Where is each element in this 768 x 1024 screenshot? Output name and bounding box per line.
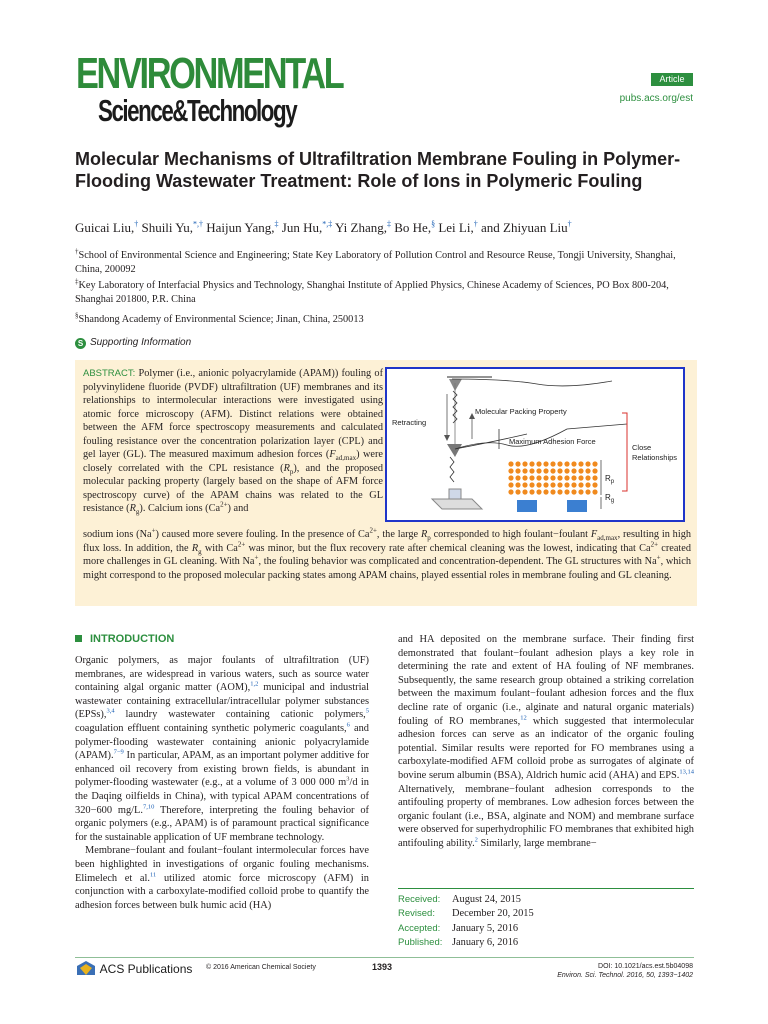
logo-line-1: ENVIRONMENTAL [76,49,343,98]
history-row: Received: August 24, 2015 [398,894,521,905]
abstract-label: ABSTRACT: [83,368,136,379]
body-column-left [75,654,369,912]
author[interactable]: Lei Li,† [438,219,478,235]
abstract-text-continued: sodium ions (Na+) caused more severe fouling. In the presence of $Ca^{2+}$, the large $R_p$ corresponded to high foulant−foulant $F_{ad,max}$, resulting in high flux loss. In addition, the $R_g$ with $Ca^{2+}$ was minor, but the flux recovery rate after chemical cleaning was the lowest, indicating that $Ca^{2+}$ created more challenges in GL cleaning. With Na+, the fouling behavior was complicated and concentration-dependent. The GL structures with Na+, which might correspond to the proposed molecular packing states among APAM chains, played essential roles in membrane fouling and GL cleaning. [83,526,692,581]
history-divider [398,888,694,889]
author[interactable]: Bo He,§ [394,219,436,235]
copyright-text: © 2016 American Chemical Society [206,964,316,971]
author[interactable]: Shuili Yu,*,† [141,219,203,235]
close-relationships-label-2: Relationships [632,453,678,462]
paragraph: Organic polymers, as major foulants of ultrafiltration (UF) membranes, are widespread in various waters, such as source water containing algal organic matter (AOM),$^{1,2}$ municipal and industrial wastewater containing extracellular/intracellular polymer substances (EPSs),$^{3,4}$ laundry wastewater containing cationic polymers,$^5$ coagulation effluent containing synthetic polymeric coagulants,$^6$ and polymer-flooding wastewater containing anionic polyacrylamide (APAM).$^{7-9}$ In particular, APAM, as an important polymer additive for enhanced oil recovery from existing brown fields, is abundant in polymer-flooding wastewater (e.g., at a volume of 3 000 000 $m^3/d$ in the Daqing oilfields in China), with typical APAM concentrations of 320−600 mg/L.$^{7,10}$ Therefore, interpreting the fouling behavior of organic polymers (e.g., APAM) is of paramount practical significance for the sustainable application of UF membrane technology. [75,655,370,843]
toc-graphic [385,367,685,522]
paragraph: and HA deposited on the membrane surface. Their finding first demonstrated that foulant−foulant adhesion plays a key role in determining the rate and extent of HA fouling of NF membranes. Subsequently, the same research group obtained a striking correlation between the maximum foulant−foulant adhesion forces and the flux decline rate of organic (i.e., alginate and natural organic materials) fouling of RO membranes,$^{12}$ which suggested that intermolecular adhesion forces can serve as an indicator of the organic fouling potential. Similar results were reported for FO membranes using a carboxylate-modified AFM colloid probe as surrogates of alginate of bovine serum albumin (BSA), Aldrich humic acid (AHA) and EPS.$^{13,14}$ Alternatively, membrane−foulant adhesion corresponds to the antifouling property of membranes. Low adhesion forces between the organic foulant (i.e., BSA, alginate and NOM) and membrane surface were observed for superhydrophilic FO membranes that exhibited high antifouling ability.$^2$ Similarly, large membrane− [398,634,694,849]
author[interactable]: Yi Zhang,‡ [335,219,391,235]
supporting-info-icon: S [75,338,86,349]
close-relationships-label-1: Close [632,443,652,452]
doi-link[interactable]: DOI: 10.1021/acs.est.5b04098 [598,963,693,970]
journal-url-link[interactable]: pubs.acs.org/est [619,93,693,104]
section-heading-introduction: INTRODUCTION [75,633,174,645]
author[interactable]: Haijun Yang,‡ [206,219,279,235]
article-type-badge: Article [651,73,693,86]
membrane-pore [567,500,587,512]
affiliation: †School of Environmental Science and Engineering; State Key Laboratory of Pollution Control and Resource Reuse, Tongji University, Shanghai, China, 200092 [75,247,676,275]
history-row: Published: January 6, 2016 [398,936,519,948]
logo-line-2: Science&Technology [98,93,297,128]
journal-citation: Environ. Sci. Technol. 2016, 50, 1393−1402 [557,972,693,979]
max-adhesion-label: Maximum Adhesion Force [509,437,596,446]
history-row: Revised: December 20, 2015 [398,908,534,920]
author[interactable]: and Zhiyuan Liu† [480,219,572,235]
paragraph: Membrane−foulant and foulant−foulant intermolecular forces have been highlighted in investigations of organic fouling mechanisms. Elimelech et al.$^{11}$ utilized atomic force microscopy (AFM) in conjunction with a carboxylate-modified colloid probe to quantify the adhesion forces between bulk humic acid (HA) [75,845,369,911]
author[interactable]: Guicai Liu,† [75,219,139,235]
membrane-pore [517,500,537,512]
rp-label: $R_p$ [605,474,615,485]
rg-label: $R_g$ [605,493,615,504]
article-title: Molecular Mechanisms of Ultrafiltration Membrane Fouling in Polymer-Flooding Wastewater Treatment: Role of Ions in Polymeric Fouling [75,149,681,191]
doi-citation [557,962,693,980]
article-history [398,893,534,950]
acs-publications-logo[interactable]: ACS Publications [75,960,192,976]
journal-logo [76,49,343,134]
particle-layer [508,461,597,494]
molecular-packing-label: Molecular Packing Property [475,407,567,416]
abstract-text: ABSTRACT: Polymer (i.e., anionic polyacrylamide (APAM)) fouling of polyvinylidene fluoride (PVDF) ultrafiltration (UF) membranes and its relationships to intermolecular interactions were investigated using atomic force microscopy (AFM). Distinct relations were obtained between the AFM force spectroscopy measurements and calculated fouling resistance over the concentration polarization layer (CPL) and gel layer (GL). The measured maximum adhesion forces $(F_{ad,max})$ were closely correlated with the CPL resistance $(R_p)$, and the proposed molecular packing property (largely based on the shape of AFM force spectroscopy curve) of the APAM chains was related to the GL resistance $(R_g)$. Calcium ions $(Ca^{2+})$ and [83,368,383,517]
author[interactable]: Jun Hu,*,‡ [281,219,333,235]
affiliation: §Shandong Academy of Environmental Science; Jinan, China, 250013 [75,311,364,325]
section-marker-icon [75,635,82,642]
afm-schematic [387,369,683,520]
acs-hexagon-icon [75,960,97,976]
page-number: 1393 [372,962,393,972]
retracting-label: Retracting [392,418,427,427]
history-row: Accepted: January 5, 2016 [398,922,519,934]
supporting-information-link[interactable]: S Supporting Information [75,337,191,349]
footer-divider [75,957,694,958]
author-list [75,220,695,236]
body-column-right [398,633,694,851]
affiliation: ‡Key Laboratory of Interfacial Physics and Technology, Shanghai Institute of Applied Physics, Chinese Academy of Sciences, PO Box 800-204, Shanghai 201800, P.R. China [75,277,669,305]
